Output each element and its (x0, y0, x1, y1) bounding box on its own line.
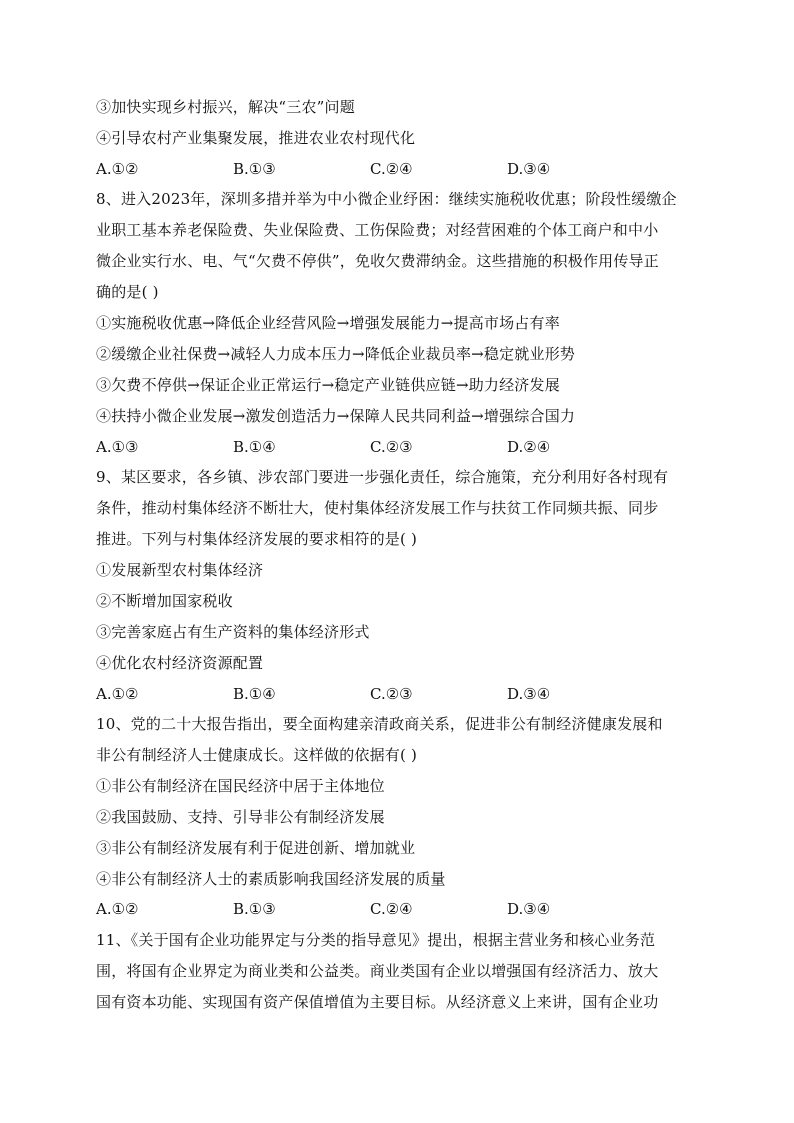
q8-options (96, 437, 656, 457)
q9-item-4: ④优化农村经济资源配置 (96, 654, 264, 672)
q8-stem-line: 微企业实行水、电、气“欠费不停供”，免收欠费滞纳金。这些措施的积极作用传导正 (96, 252, 659, 270)
q10-item-4: ④非公有制经济人士的素质影响我国经济发展的质量 (96, 870, 446, 888)
top-item-4: ④引导农村产业集聚发展，推进农业农村现代化 (96, 129, 416, 147)
q9-stem-line: 9、某区要求，各乡镇、涉农部门要进一步强化责任，综合施策，充分利用好各村现有 (96, 468, 669, 486)
q8-item-4: ④扶持小微企业发展→激发创造活力→保障人民共同利益→增强综合国力 (96, 407, 576, 425)
option-c: C.②④ (370, 160, 413, 178)
q8-item-3: ③欠费不停供→保证企业正常运行→稳定产业链供应链→助力经济发展 (96, 376, 560, 394)
top-item-3: ③加快实现乡村振兴，解决“三农”问题 (96, 98, 355, 116)
q8-stem-line: 确的是( ) (96, 283, 159, 301)
option-d: D.②④ (507, 438, 551, 456)
option-b: B.①④ (233, 438, 276, 456)
q11-stem-line: 国有资本功能、实现国有资产保值增值为主要目标。从经济意义上来讲，国有企业功 (96, 993, 659, 1011)
option-d: D.③④ (507, 900, 551, 918)
q11-stem-line: 围，将国有企业界定为商业类和公益类。商业类国有企业以增强国有经济活力、放大 (96, 962, 659, 980)
q11-stem-line: 11、《关于国有企业功能界定与分类的指导意见》提出，根据主营业务和核心业务范 (96, 931, 656, 949)
option-c: C.②③ (370, 438, 413, 456)
option-b: B.①④ (233, 685, 276, 703)
q8-item-2: ②缓缴企业社保费→减轻人力成本压力→降低企业裁员率→稳定就业形势 (96, 345, 576, 363)
top-options (96, 159, 656, 179)
option-d: D.③④ (507, 160, 551, 178)
q9-item-3: ③完善家庭占有生产资料的集体经济形式 (96, 623, 370, 641)
q9-options (96, 684, 656, 704)
q10-stem-line: 非公有制经济人士健康成长。这样做的依据有( ) (96, 746, 418, 764)
q9-item-2: ②不断增加国家税收 (96, 592, 233, 610)
q8-stem-line: 业职工基本养老保险费、失业保险费、工伤保险费；对经营困难的个体工商户和中小 (96, 221, 659, 239)
option-b: B.①③ (233, 900, 276, 918)
q10-item-1: ①非公有制经济在国民经济中居于主体地位 (96, 777, 385, 795)
q10-item-3: ③非公有制经济发展有利于促进创新、增加就业 (96, 839, 416, 857)
option-c: C.②④ (370, 900, 413, 918)
q10-item-2: ②我国鼓励、支持、引导非公有制经济发展 (96, 808, 385, 826)
q10-stem-line: 10、党的二十大报告指出，要全面构建亲清政商关系，促进非公有制经济健康发展和 (96, 715, 663, 733)
option-a: A.①② (96, 160, 139, 178)
q9-stem-line: 推进。下列与村集体经济发展的要求相符的是( ) (96, 530, 418, 548)
q8-item-1: ①实施税收优惠→降低企业经营风险→增强发展能力→提高市场占有率 (96, 314, 560, 332)
option-c: C.②③ (370, 685, 413, 703)
q8-stem-line: 8、进入2023年，深圳多措并举为中小微企业纾困：继续实施税收优惠；阶段性缓缴企 (96, 190, 677, 208)
q9-stem-line: 条件，推动村集体经济不断壮大，使村集体经济发展工作与扶贫工作同频共振、同步 (96, 499, 659, 517)
q9-item-1: ①发展新型农村集体经济 (96, 561, 264, 579)
option-a: A.①② (96, 900, 139, 918)
q10-options (96, 899, 656, 919)
option-a: A.①③ (96, 438, 139, 456)
option-b: B.①③ (233, 160, 276, 178)
option-a: A.①② (96, 685, 139, 703)
option-d: D.③④ (507, 685, 551, 703)
